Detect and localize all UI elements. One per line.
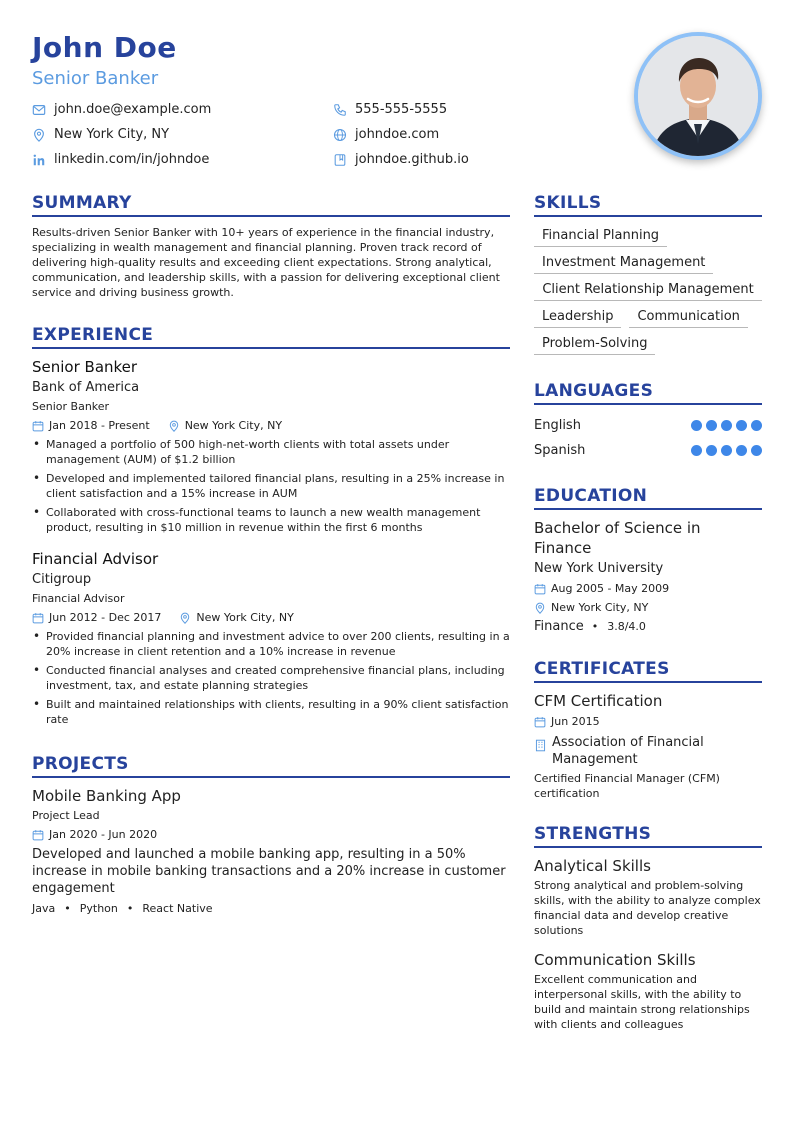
education-dates-row [534,581,762,597]
job-title: Financial Advisor [32,550,159,568]
education-location-row [534,600,762,616]
education-heading: EDUCATION [534,485,762,510]
languages-heading: LANGUAGES [534,380,762,405]
bullet-item: • Collaborated with cross-functional teams to launch a new wealth management product, resulting in $10 million in revenue within the first 6 months [32,505,510,535]
location-pin-icon [168,420,180,432]
language-name: English [534,418,581,433]
project-entry [32,786,510,917]
job-meta [32,418,510,434]
job-role: Senior Banker [32,400,110,413]
strengths-heading: STRENGTHS [534,823,762,848]
building-icon [534,739,547,752]
job-entry [32,549,510,727]
language-level-dots [691,420,762,431]
strength-title: Analytical Skills [534,857,651,875]
left-column [32,192,510,917]
certificates-section [534,658,762,801]
tech-item: React Native [142,902,213,915]
education-section [534,485,762,636]
skill-tag: Client Relationship Management [534,279,762,301]
bullet-item: • Managed a portfolio of 500 high-net-worth clients with total assets under management (AUM) of $1.2 billion [32,437,510,467]
project-dates: Jan 2020 - Jun 2020 [49,828,158,841]
bullet-item: • Built and maintained relationships with clients, resulting in a 90% client satisfaction rate [32,697,510,727]
phone-text: 555-555-5555 [355,102,448,117]
linkedin-icon [32,153,46,167]
skill-tag: Communication [629,306,747,328]
separator-dot: • [64,902,71,915]
website-text: johndoe.com [355,127,440,142]
education-field: Finance [534,619,584,634]
job-location: New York City, NY [184,419,283,432]
language-row [534,413,762,438]
job-meta [32,610,510,626]
calendar-icon [32,612,44,624]
linkedin-text: linkedin.com/in/johndoe [54,152,210,167]
job-bullets [32,629,510,727]
strength-title: Communication Skills [534,951,696,969]
email-icon [32,103,46,117]
skill-tag: Problem-Solving [534,333,655,355]
location-pin-icon [179,612,191,624]
location-pin-icon [32,128,46,142]
projects-heading: PROJECTS [32,753,510,778]
globe-icon [333,128,347,142]
summary-heading: SUMMARY [32,192,510,217]
project-title: Mobile Banking App [32,787,181,805]
skills-list [534,225,762,360]
education-gpa: 3.8/4.0 [607,620,646,633]
skill-tag: Investment Management [534,252,713,274]
education-location: New York City, NY [551,601,649,614]
job-role: Financial Advisor [32,592,125,605]
certificates-heading: CERTIFICATES [534,658,762,683]
tech-item: Python [79,902,118,915]
location-pin-icon [534,602,546,614]
project-description: Developed and launched a mobile banking app, resulting in a 50% increase in mobile banking transactions and a 20% increase in customer engagement [32,847,506,896]
project-meta [32,827,510,843]
job-bullets [32,437,510,535]
phone-icon [333,103,347,117]
candidate-name: John Doe [32,31,177,64]
skill-tag: Leadership [534,306,621,328]
bookmark-icon [333,153,347,167]
job-dates: Jan 2018 - Present [49,419,150,432]
certificate-name: CFM Certification [534,692,663,710]
contact-github[interactable] [333,150,613,169]
contact-website[interactable] [333,125,613,144]
certificate-date-row [534,714,762,730]
contact-list [32,100,632,169]
project-tech-list [32,901,510,917]
right-column [534,192,762,1044]
avatar [638,36,758,156]
language-row [534,438,762,463]
language-name: Spanish [534,443,586,458]
education-field-gpa [534,618,762,636]
bullet-item: • Provided financial planning and investment advice to over 200 clients, resulting in a 20% increase in client retention and a 10% increase in revenue [32,629,510,659]
github-text: johndoe.github.io [355,152,469,167]
job-company: Bank of America [32,380,140,395]
profile-photo [634,32,762,160]
contact-phone[interactable] [333,100,613,119]
experience-heading: EXPERIENCE [32,324,510,349]
separator-dot: • [591,620,599,633]
calendar-icon [32,420,44,432]
certificate-description: Certified Financial Manager (CFM) certification [534,772,720,800]
strength-description: Excellent communication and interpersonal skills, with the ability to build and maintain strong relationships with clients and colleagues [534,973,750,1031]
summary-text: Results-driven Senior Banker with 10+ years of experience in the financial industry, specializing in wealth management and financial planning. Proven track record of delivering high-quality results and exceeding client expectations. Strong analytical, communication, and leadership skills, with a passion for delivering exceptional client service and driving business growth. [32,226,500,299]
project-role: Project Lead [32,809,100,822]
job-dates: Jun 2012 - Dec 2017 [49,611,162,624]
languages-section [534,380,762,463]
certificate-issuer-row [534,734,762,768]
education-degree: Bachelor of Science in Finance [534,519,701,557]
certificate-issuer: Association of Financial Management [552,735,704,767]
calendar-icon [32,829,44,841]
language-level-dots [691,445,762,456]
tech-item: Java [32,902,56,915]
email-text: john.doe@example.com [54,102,212,117]
calendar-icon [534,716,546,728]
skills-heading: SKILLS [534,192,762,217]
separator-dot: • [126,902,134,915]
contact-location [32,125,333,144]
resume-header [32,30,762,170]
contact-linkedin[interactable] [32,150,333,169]
job-company: Citigroup [32,572,92,587]
job-entry [32,357,510,535]
education-school: New York University [534,561,664,576]
bullet-item: • Conducted financial analyses and created comprehensive financial plans, including investment, tax, and estate planning strategies [32,663,510,693]
education-dates: Aug 2005 - May 2009 [551,582,670,595]
certificate-date: Jun 2015 [551,715,600,728]
calendar-icon [534,583,546,595]
job-title: Senior Banker [32,358,138,376]
strengths-section [534,823,762,1032]
skill-tag: Financial Planning [534,225,667,247]
contact-email[interactable] [32,100,333,119]
location-text: New York City, NY [54,127,170,142]
bullet-item: • Developed and implemented tailored financial plans, resulting in a 25% increase in client satisfaction and a 15% increase in AUM [32,471,510,501]
strength-description: Strong analytical and problem-solving skills, with the ability to analyze complex financial data and develop creative solutions [534,879,761,937]
candidate-title: Senior Banker [32,68,159,89]
job-location: New York City, NY [196,611,294,624]
